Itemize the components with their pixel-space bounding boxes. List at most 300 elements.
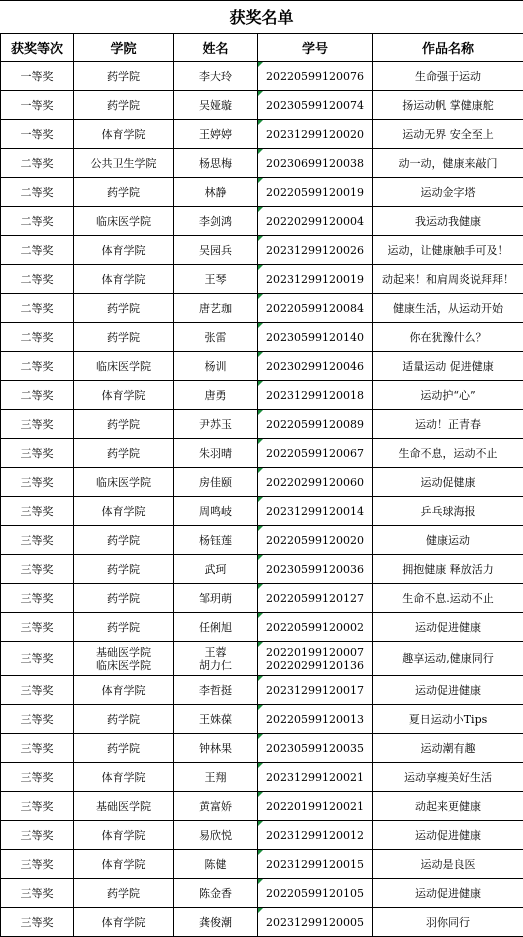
college-cell (74, 497, 174, 526)
cell-text: 体育学院 (74, 858, 173, 871)
cell-text: 20230699120038 (258, 157, 372, 170)
college-cell (74, 236, 174, 265)
cell-text: 20220599120013 (258, 713, 372, 726)
name-cell (174, 439, 258, 468)
award-level-cell (1, 642, 74, 676)
cell-text: 李大玲 (174, 70, 257, 83)
cell-text: 20231299120005 (258, 916, 372, 929)
college-cell (74, 734, 174, 763)
cell-text: 尹苏玉 (174, 418, 257, 431)
cell-text: 运动金字塔 (373, 186, 523, 199)
award-level-cell (1, 468, 74, 497)
name-cell (174, 381, 258, 410)
award-level-cell (1, 294, 74, 323)
cell-text: 二等奖 (1, 389, 73, 402)
cell-text: 20220299120004 (258, 215, 372, 228)
college-cell (74, 555, 174, 584)
work-title-cell (373, 120, 523, 149)
cell-text: 我运动我健康 (373, 215, 523, 228)
cell-text: 杨训 (174, 360, 257, 373)
cell-text: 胡力仁 (174, 659, 257, 672)
cell-text: 体育学院 (74, 273, 173, 286)
table-row (1, 526, 523, 555)
name-cell (174, 265, 258, 294)
cell-text: 拥抱健康 释放活力 (373, 563, 523, 576)
cell-text: 吴园兵 (174, 244, 257, 257)
cell-text: 一等奖 (1, 128, 73, 141)
cell-text: 体育学院 (74, 916, 173, 929)
cell-text: 药学院 (74, 887, 173, 900)
cell-text: 药学院 (74, 621, 173, 634)
header-row (1, 34, 523, 62)
award-level-cell (1, 149, 74, 178)
cell-text: 药学院 (74, 742, 173, 755)
cell-text: 夏日运动小Tips (373, 713, 523, 726)
cell-text: 基础医学院 (74, 646, 173, 659)
table-title: 获奖名单 (0, 0, 523, 33)
table-row (1, 381, 523, 410)
cell-text: 动一动，健康来敲门 (373, 157, 523, 170)
college-cell (74, 584, 174, 613)
name-cell (174, 642, 258, 676)
work-title-cell (373, 734, 523, 763)
table-row (1, 207, 523, 236)
table-row (1, 705, 523, 734)
cell-text: 运动潮有趣 (373, 742, 523, 755)
cell-text: 动起来更健康 (373, 800, 523, 813)
college-cell (74, 323, 174, 352)
cell-text: 20220599120084 (258, 302, 372, 315)
college-cell (74, 676, 174, 705)
award-level-cell (1, 850, 74, 879)
work-title-cell (373, 468, 523, 497)
student-id-cell (258, 323, 373, 352)
name-cell (174, 468, 258, 497)
award-level-cell (1, 613, 74, 642)
name-cell (174, 879, 258, 908)
college-cell (74, 613, 174, 642)
table-row (1, 676, 523, 705)
cell-text: 二等奖 (1, 273, 73, 286)
cell-text: 公共卫生学院 (74, 157, 173, 170)
work-title-cell (373, 62, 523, 91)
cell-text: 杨钰莲 (174, 534, 257, 547)
cell-text: 三等奖 (1, 476, 73, 489)
college-cell (74, 410, 174, 439)
cell-text: 龚俊潮 (174, 916, 257, 929)
cell-text: 药学院 (74, 331, 173, 344)
cell-text: 扬运动帆 掌健康舵 (373, 99, 523, 112)
student-id-cell (258, 439, 373, 468)
work-title-cell (373, 613, 523, 642)
cell-text: 三等奖 (1, 652, 73, 665)
cell-text: 三等奖 (1, 742, 73, 755)
cell-text: 三等奖 (1, 505, 73, 518)
cell-text: 20231299120021 (258, 771, 372, 784)
cell-text: 三等奖 (1, 684, 73, 697)
cell-text: 20231299120018 (258, 389, 372, 402)
cell-text: 周鸣岐 (174, 505, 257, 518)
student-id-cell (258, 149, 373, 178)
cell-text: 运动！正青春 (373, 418, 523, 431)
cell-text: 20220599120019 (258, 186, 372, 199)
cell-text: 20230299120046 (258, 360, 372, 373)
college-cell (74, 294, 174, 323)
name-cell (174, 850, 258, 879)
cell-text: 钟林果 (174, 742, 257, 755)
college-cell (74, 821, 174, 850)
cell-text: 三等奖 (1, 418, 73, 431)
award-level-cell (1, 120, 74, 149)
name-cell (174, 120, 258, 149)
student-id-cell (258, 734, 373, 763)
student-id-cell (258, 676, 373, 705)
college-cell (74, 91, 174, 120)
cell-text: 杨思梅 (174, 157, 257, 170)
cell-text: 三等奖 (1, 858, 73, 871)
cell-text: 体育学院 (74, 505, 173, 518)
cell-text: 运动，让健康触手可及！ (373, 244, 523, 257)
student-id-cell (258, 468, 373, 497)
table-row (1, 439, 523, 468)
cell-text: 李剑鸿 (174, 215, 257, 228)
cell-text: 运动促进健康 (373, 621, 523, 634)
cell-text: 三等奖 (1, 592, 73, 605)
cell-text: 健康运动 (373, 534, 523, 547)
work-title-cell (373, 381, 523, 410)
cell-text: 体育学院 (74, 389, 173, 402)
college-cell (74, 207, 174, 236)
award-table (0, 33, 523, 937)
cell-text: 药学院 (74, 99, 173, 112)
cell-text: 李哲挺 (174, 684, 257, 697)
award-level-cell (1, 526, 74, 555)
cell-text: 20230599120036 (258, 563, 372, 576)
award-level-cell (1, 62, 74, 91)
cell-text: 生命不息.运动不止 (373, 592, 523, 605)
header-college: 学院 (74, 34, 174, 62)
header-student-id: 学号 (258, 34, 373, 62)
table-row (1, 821, 523, 850)
student-id-cell (258, 526, 373, 555)
name-cell (174, 821, 258, 850)
cell-text: 三等奖 (1, 621, 73, 634)
cell-text: 运动护“心” (373, 389, 523, 402)
work-title-cell (373, 908, 523, 937)
cell-text: 20220299120060 (258, 476, 372, 489)
cell-text: 三等奖 (1, 713, 73, 726)
student-id-cell (258, 613, 373, 642)
name-cell (174, 584, 258, 613)
cell-text: 体育学院 (74, 684, 173, 697)
student-id-cell (258, 497, 373, 526)
table-row (1, 642, 523, 676)
award-level-cell (1, 352, 74, 381)
cell-text: 药学院 (74, 534, 173, 547)
cell-text: 王姝葆 (174, 713, 257, 726)
cell-text: 二等奖 (1, 215, 73, 228)
cell-text: 王婷婷 (174, 128, 257, 141)
name-cell (174, 207, 258, 236)
award-level-cell (1, 236, 74, 265)
award-level-cell (1, 763, 74, 792)
work-title-cell (373, 236, 523, 265)
name-cell (174, 410, 258, 439)
student-id-cell (258, 91, 373, 120)
cell-text: 临床医学院 (74, 659, 173, 672)
award-level-cell (1, 734, 74, 763)
student-id-cell (258, 705, 373, 734)
header-name: 姓名 (174, 34, 258, 62)
cell-text: 运动促进健康 (373, 829, 523, 842)
name-cell (174, 323, 258, 352)
cell-text: 20231299120014 (258, 505, 372, 518)
cell-text: 20230599120035 (258, 742, 372, 755)
table-row (1, 613, 523, 642)
name-cell (174, 352, 258, 381)
cell-text: 任俐旭 (174, 621, 257, 634)
cell-text: 20231299120020 (258, 128, 372, 141)
cell-text: 20231299120015 (258, 858, 372, 871)
cell-text: 陈金香 (174, 887, 257, 900)
cell-text: 基础医学院 (74, 800, 173, 813)
award-level-cell (1, 207, 74, 236)
cell-text: 陈健 (174, 858, 257, 871)
student-id-cell (258, 584, 373, 613)
cell-text: 20230599120074 (258, 99, 372, 112)
cell-text: 二等奖 (1, 302, 73, 315)
name-cell (174, 676, 258, 705)
cell-text: 二等奖 (1, 360, 73, 373)
cell-text: 一等奖 (1, 70, 73, 83)
cell-text: 20231299120017 (258, 684, 372, 697)
student-id-cell (258, 352, 373, 381)
college-cell (74, 439, 174, 468)
cell-text: 三等奖 (1, 916, 73, 929)
work-title-cell (373, 91, 523, 120)
cell-text: 适量运动 促进健康 (373, 360, 523, 373)
cell-text: 药学院 (74, 418, 173, 431)
cell-text: 药学院 (74, 592, 173, 605)
cell-text: 房佳颐 (174, 476, 257, 489)
cell-text: 运动无界 安全至上 (373, 128, 523, 141)
college-cell (74, 526, 174, 555)
table-row (1, 497, 523, 526)
student-id-cell (258, 821, 373, 850)
cell-text: 20220299120136 (258, 659, 372, 672)
cell-text: 一等奖 (1, 99, 73, 112)
cell-text: 20231299120026 (258, 244, 372, 257)
work-title-cell (373, 526, 523, 555)
name-cell (174, 555, 258, 584)
cell-text: 药学院 (74, 563, 173, 576)
cell-text: 唐勇 (174, 389, 257, 402)
table-row (1, 323, 523, 352)
cell-text: 运动促进健康 (373, 887, 523, 900)
cell-text: 羽你同行 (373, 916, 523, 929)
cell-text: 20220599120089 (258, 418, 372, 431)
student-id-cell (258, 120, 373, 149)
work-title-cell (373, 497, 523, 526)
award-level-cell (1, 323, 74, 352)
name-cell (174, 62, 258, 91)
cell-text: 三等奖 (1, 563, 73, 576)
work-title-cell (373, 555, 523, 584)
cell-text: 王琴 (174, 273, 257, 286)
award-level-cell (1, 381, 74, 410)
table-row (1, 908, 523, 937)
cell-text: 二等奖 (1, 331, 73, 344)
work-title-cell (373, 439, 523, 468)
cell-text: 二等奖 (1, 186, 73, 199)
student-id-cell (258, 642, 373, 676)
college-cell (74, 879, 174, 908)
college-cell (74, 850, 174, 879)
student-id-cell (258, 850, 373, 879)
college-cell (74, 178, 174, 207)
cell-text: 黄富娇 (174, 800, 257, 813)
work-title-cell (373, 792, 523, 821)
cell-text: 生命不息，运动不止 (373, 447, 523, 460)
student-id-cell (258, 178, 373, 207)
award-level-cell (1, 439, 74, 468)
name-cell (174, 526, 258, 555)
award-level-cell (1, 821, 74, 850)
cell-text: 20220199120021 (258, 800, 372, 813)
student-id-cell (258, 62, 373, 91)
cell-text: 20231299120012 (258, 829, 372, 842)
award-level-cell (1, 265, 74, 294)
student-id-cell (258, 381, 373, 410)
cell-text: 20220199120007 (258, 646, 372, 659)
cell-text: 三等奖 (1, 534, 73, 547)
work-title-cell (373, 352, 523, 381)
name-cell (174, 149, 258, 178)
award-level-cell (1, 908, 74, 937)
cell-text: 张雷 (174, 331, 257, 344)
award-level-cell (1, 705, 74, 734)
table-row (1, 62, 523, 91)
cell-text: 20220599120020 (258, 534, 372, 547)
award-level-cell (1, 584, 74, 613)
student-id-cell (258, 763, 373, 792)
college-cell (74, 381, 174, 410)
cell-text: 王蓉 (174, 646, 257, 659)
cell-text: 三等奖 (1, 887, 73, 900)
table-row (1, 879, 523, 908)
table-row (1, 555, 523, 584)
work-title-cell (373, 410, 523, 439)
cell-text: 三等奖 (1, 829, 73, 842)
name-cell (174, 908, 258, 937)
table-row (1, 410, 523, 439)
cell-text: 三等奖 (1, 771, 73, 784)
table-row (1, 149, 523, 178)
work-title-cell (373, 879, 523, 908)
work-title-cell (373, 584, 523, 613)
award-level-cell (1, 792, 74, 821)
college-cell (74, 763, 174, 792)
award-level-cell (1, 178, 74, 207)
student-id-cell (258, 555, 373, 584)
student-id-cell (258, 236, 373, 265)
table-row (1, 91, 523, 120)
cell-text: 吴娅璇 (174, 99, 257, 112)
cell-text: 体育学院 (74, 771, 173, 784)
college-cell (74, 908, 174, 937)
cell-text: 20230599120140 (258, 331, 372, 344)
cell-text: 临床医学院 (74, 476, 173, 489)
name-cell (174, 792, 258, 821)
table-row (1, 352, 523, 381)
college-cell (74, 468, 174, 497)
student-id-cell (258, 792, 373, 821)
award-table-body (1, 62, 523, 937)
college-cell (74, 62, 174, 91)
work-title-cell (373, 149, 523, 178)
header-award-level: 获奖等次 (1, 34, 74, 62)
work-title-cell (373, 323, 523, 352)
cell-text: 20220599120127 (258, 592, 372, 605)
award-level-cell (1, 497, 74, 526)
cell-text: 药学院 (74, 713, 173, 726)
cell-text: 你在犹豫什么？ (373, 331, 523, 344)
cell-text: 体育学院 (74, 829, 173, 842)
name-cell (174, 734, 258, 763)
cell-text: 20220599120076 (258, 70, 372, 83)
work-title-cell (373, 821, 523, 850)
work-title-cell (373, 265, 523, 294)
cell-text: 20220599120002 (258, 621, 372, 634)
name-cell (174, 294, 258, 323)
name-cell (174, 497, 258, 526)
cell-text: 20220599120105 (258, 887, 372, 900)
work-title-cell (373, 207, 523, 236)
work-title-cell (373, 178, 523, 207)
name-cell (174, 236, 258, 265)
cell-text: 健康生活，从运动开始 (373, 302, 523, 315)
table-row (1, 763, 523, 792)
name-cell (174, 91, 258, 120)
cell-text: 乒乓球海报 (373, 505, 523, 518)
name-cell (174, 178, 258, 207)
table-row (1, 294, 523, 323)
work-title-cell (373, 705, 523, 734)
table-row (1, 236, 523, 265)
cell-text: 三等奖 (1, 447, 73, 460)
work-title-cell (373, 294, 523, 323)
cell-text: 邹玥萌 (174, 592, 257, 605)
cell-text: 三等奖 (1, 800, 73, 813)
cell-text: 临床医学院 (74, 215, 173, 228)
college-cell (74, 149, 174, 178)
cell-text: 二等奖 (1, 244, 73, 257)
award-level-cell (1, 410, 74, 439)
cell-text: 武珂 (174, 563, 257, 576)
cell-text: 药学院 (74, 186, 173, 199)
table-row (1, 734, 523, 763)
cell-text: 运动促进健康 (373, 684, 523, 697)
work-title-cell (373, 850, 523, 879)
table-row (1, 850, 523, 879)
cell-text: 体育学院 (74, 244, 173, 257)
table-row (1, 468, 523, 497)
cell-text: 运动享瘦美好生活 (373, 771, 523, 784)
cell-text: 临床医学院 (74, 360, 173, 373)
name-cell (174, 613, 258, 642)
award-level-cell (1, 91, 74, 120)
cell-text: 二等奖 (1, 157, 73, 170)
